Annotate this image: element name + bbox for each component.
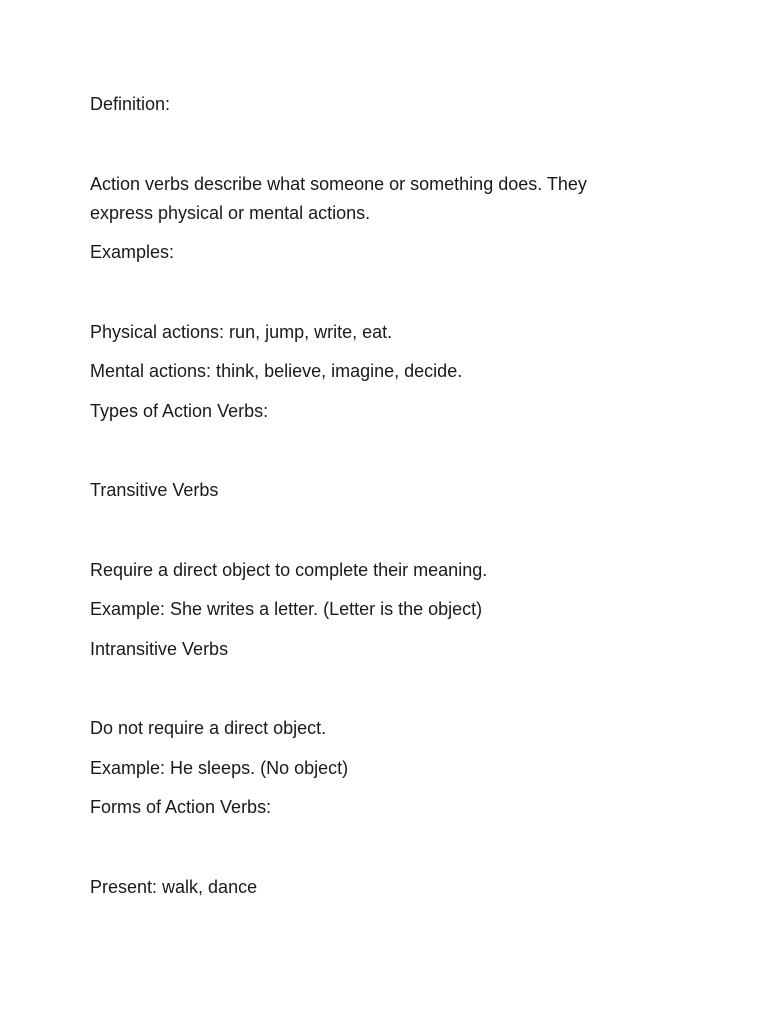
intransitive-description: Do not require a direct object. — [90, 718, 327, 738]
heading-definition: Definition: — [90, 94, 171, 114]
heading-examples: Examples: — [90, 242, 175, 262]
example-physical-actions: Physical actions: run, jump, write, eat. — [90, 322, 393, 342]
heading-intransitive-verbs: Intransitive Verbs — [90, 639, 229, 659]
heading-transitive-verbs: Transitive Verbs — [90, 480, 219, 500]
definition-paragraph: Action verbs describe what someone or something does. They express physical or mental actions. — [90, 174, 587, 223]
heading-types: Types of Action Verbs: — [90, 401, 269, 421]
transitive-example: Example: She writes a letter. (Letter is the object) — [90, 599, 483, 619]
example-mental-actions: Mental actions: think, believe, imagine, decide. — [90, 361, 463, 381]
form-present: Present: walk, dance — [90, 877, 258, 897]
heading-forms: Forms of Action Verbs: — [90, 797, 272, 817]
intransitive-example: Example: He sleeps. (No object) — [90, 758, 349, 778]
transitive-description: Require a direct object to complete their meaning. — [90, 560, 488, 580]
